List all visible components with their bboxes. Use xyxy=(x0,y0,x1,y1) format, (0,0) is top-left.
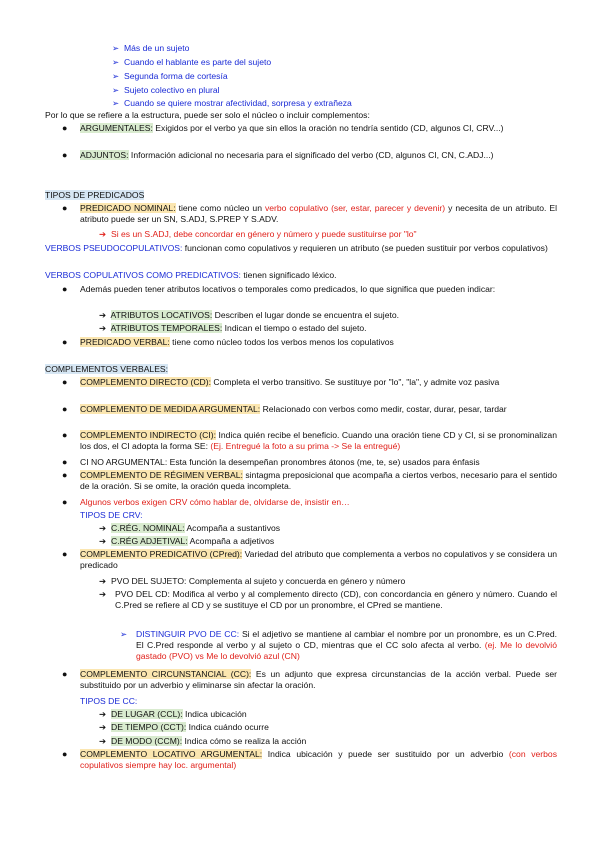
pseudocopulativos-text: VERBOS PSEUDOCOPULATIVOS: funcionan como copulativos y requieren un atributo (se pueden sustituir por verbos copulativos) xyxy=(45,243,548,253)
cc-item: ● COMPLEMENTO CIRCUNSTANCIAL (CC): Es un adjunto que expresa circunstancias de la acción verbal. Puede ser substituido por un adverbio y eliminarse sin afectar la oración. xyxy=(62,669,558,690)
argumentales-label: ARGUMENTALES: xyxy=(80,123,153,133)
distinguir-item: ➢ DISTINGUIR PVO DE CC: Si el adjetivo se mantiene al cambiar el nombre por un pronombre, es un C.Pred. El C.Pred responde al verbo y al sujeto o CD, mientras que el CC solo afecta al verbo. (ej. Me lo devolvió gastado (PVO) vs Me lo devolvió azul (CN) xyxy=(120,629,557,661)
arrow-icon: ➔ xyxy=(99,523,107,533)
pn-label: PREDICADO NOMINAL: xyxy=(80,203,176,213)
crv-item: ● COMPLEMENTO DE RÉGIMEN VERBAL: sintagma preposicional que acompaña a ciertos verbos, necesario para el sentido de la oración. Si se omite, la oración queda incompleta. xyxy=(62,470,557,491)
ccm-item: ➔ DE MODO (CCM): Indica cómo se realiza la acción xyxy=(99,736,307,746)
adjuntos-label: ADJUNTOS: xyxy=(80,150,129,160)
tipos-crv-heading: TIPOS DE CRV: xyxy=(80,510,143,520)
arrowhead-icon: ➢ xyxy=(112,98,120,108)
crv-note-item: ● Algunos verbos exigen CRV cómo hablar de, olvidarse de, insistir en… xyxy=(62,497,350,507)
arrowhead-icon: ➢ xyxy=(120,629,128,639)
pvo-cd-item: ➔ PVO DEL CD: Modifica al verbo y al complemento directo (CD), con concordancia en género y número. Cuando el C.Pred se refiere al CD y se sustituye el CD por un pronombre, el CPred se mantiene. xyxy=(99,589,558,610)
cd-item: ● COMPLEMENTO DIRECTO (CD): Completa el verbo transitivo. Se sustituye por "lo", "la", y admite voz pasiva xyxy=(62,377,500,387)
list-item: ➢ Segunda forma de cortesía xyxy=(112,71,228,81)
ci-no-argumental-item: ● CI NO ARGUMENTAL: Esta función la desempeñan pronombres átonos (me, te, se) usados para énfasis xyxy=(62,457,480,467)
list-item: ➢ Cuando el hablante es parte del sujeto xyxy=(112,57,272,67)
cma-item: ● COMPLEMENTO DE MEDIDA ARGUMENTAL: Relacionado con verbos como medir, costar, durar, pesar, tardar xyxy=(62,404,507,414)
arrow-icon: ➔ xyxy=(99,722,107,732)
bullet-icon: ● xyxy=(62,430,68,440)
adjuntos-item: ● ADJUNTOS: Información adicional no necesaria para el significado del verbo (CD, algunos CI, CN, C.ADJ...) xyxy=(62,150,494,160)
bullet-icon: ● xyxy=(62,284,68,294)
list-item: ➢ Sujeto colectivo en plural xyxy=(112,85,220,95)
bullet-icon: ● xyxy=(62,749,68,759)
atributos-locativos-item: ➔ ATRIBUTOS LOCATIVOS: Describen el lugar donde se encuentra el sujeto. xyxy=(99,310,400,320)
arrow-icon: ➔ xyxy=(99,323,107,333)
bullet-icon: ● xyxy=(62,497,68,507)
cct-item: ➔ DE TIEMPO (CCT): Indica cuándo ocurre xyxy=(99,722,269,732)
atributos-temporales-item: ➔ ATRIBUTOS TEMPORALES: Indican el tiempo o estado del sujeto. xyxy=(99,323,367,333)
arrowhead-icon: ➢ xyxy=(112,71,120,81)
cpred-item: ● COMPLEMENTO PREDICATIVO (CPred): Variedad del atributo que complementa a verbos no copulativos y se considera un predicado xyxy=(62,549,557,570)
arrowhead-icon: ➢ xyxy=(112,57,120,67)
ci-item: ● COMPLEMENTO INDIRECTO (CI): Indica quién recibe el beneficio. Cuando una oración tiene CD y CI, si se pronominalizan los dos, el CI adopta la forma SE: (Ej. Entregué la foto a su prima -> Se la entregué) xyxy=(62,430,557,451)
bullet-icon: ● xyxy=(62,337,68,347)
pvo-sujeto-item: ➔ PVO DEL SUJETO: Complementa al sujeto y concuerda en género y número xyxy=(99,576,406,586)
arrow-icon: ➔ xyxy=(99,576,107,586)
cla-item: ● COMPLEMENTO LOCATIVO ARGUMENTAL: Indica ubicación y puede ser sustituido por un adverbio (con verbos copulativos siempre hay loc. argumental) xyxy=(62,749,557,770)
arrowhead-icon: ➢ xyxy=(112,43,120,53)
bullet-icon: ● xyxy=(62,150,68,160)
bullet-icon: ● xyxy=(62,123,68,133)
bullet-icon: ● xyxy=(62,377,68,387)
ademas-item: ● Además pueden tener atributos locativos o temporales como predicados, lo que significa que pueden indicar: xyxy=(62,284,496,294)
crn-item: ➔ C.RÉG. NOMINAL: Acompaña a sustantivos xyxy=(99,523,281,533)
arrow-icon: ➔ xyxy=(99,229,107,239)
bullet-icon: ● xyxy=(62,549,68,559)
bullet-icon: ● xyxy=(62,470,68,480)
bullet-icon: ● xyxy=(62,669,68,679)
argumentales-item: ● ARGUMENTALES: Exigidos por el verbo ya que sin ellos la oración no tendría sentido (CD, algunos CI, CRV...) xyxy=(62,123,504,133)
predicado-verbal-item: ● PREDICADO VERBAL: tiene como núcleo todos los verbos menos los copulativos xyxy=(62,337,394,347)
ccl-item: ➔ DE LUGAR (CCL): Indica ubicación xyxy=(99,709,247,719)
arrow-icon: ➔ xyxy=(99,589,107,599)
tipos-cc-heading: TIPOS DE CC: xyxy=(80,696,138,706)
arrow-icon: ➔ xyxy=(99,709,107,719)
arrow-icon: ➔ xyxy=(99,310,107,320)
copulativos-predicativos-text: VERBOS COPULATIVOS COMO PREDICATIVOS: tienen significado léxico. xyxy=(45,270,337,280)
arrow-icon: ➔ xyxy=(99,536,107,546)
intro-text: Por lo que se refiere a la estructura, puede ser solo el núcleo o incluir complementos: xyxy=(45,110,370,120)
arrowhead-icon: ➢ xyxy=(112,85,120,95)
bullet-icon: ● xyxy=(62,203,68,213)
pn-subnote: ➔ Si es un S.ADJ, debe concordar en género y número y puede sustituirse por "lo" xyxy=(99,229,417,239)
cra-item: ➔ C.RÉG ADJETIVAL: Acompaña a adjetivos xyxy=(99,536,275,546)
list-item: ➢ Cuando se quiere mostrar afectividad, sorpresa y extrañeza xyxy=(112,98,352,108)
section-heading-predicados: TIPOS DE PREDICADOS xyxy=(45,190,145,200)
section-heading-complementos: COMPLEMENTOS VERBALES: xyxy=(45,364,169,374)
bullet-icon: ● xyxy=(62,457,68,467)
list-item: ➢ Más de un sujeto xyxy=(112,43,190,53)
bullet-icon: ● xyxy=(62,404,68,414)
arrow-icon: ➔ xyxy=(99,736,107,746)
predicado-nominal-item: ● PREDICADO NOMINAL: tiene como núcleo un verbo copulativo (ser, estar, parecer y devenir) y necesita de un atributo. El atributo puede ser un SN, S.ADJ, S.PREP Y S.ADV. xyxy=(62,203,557,224)
